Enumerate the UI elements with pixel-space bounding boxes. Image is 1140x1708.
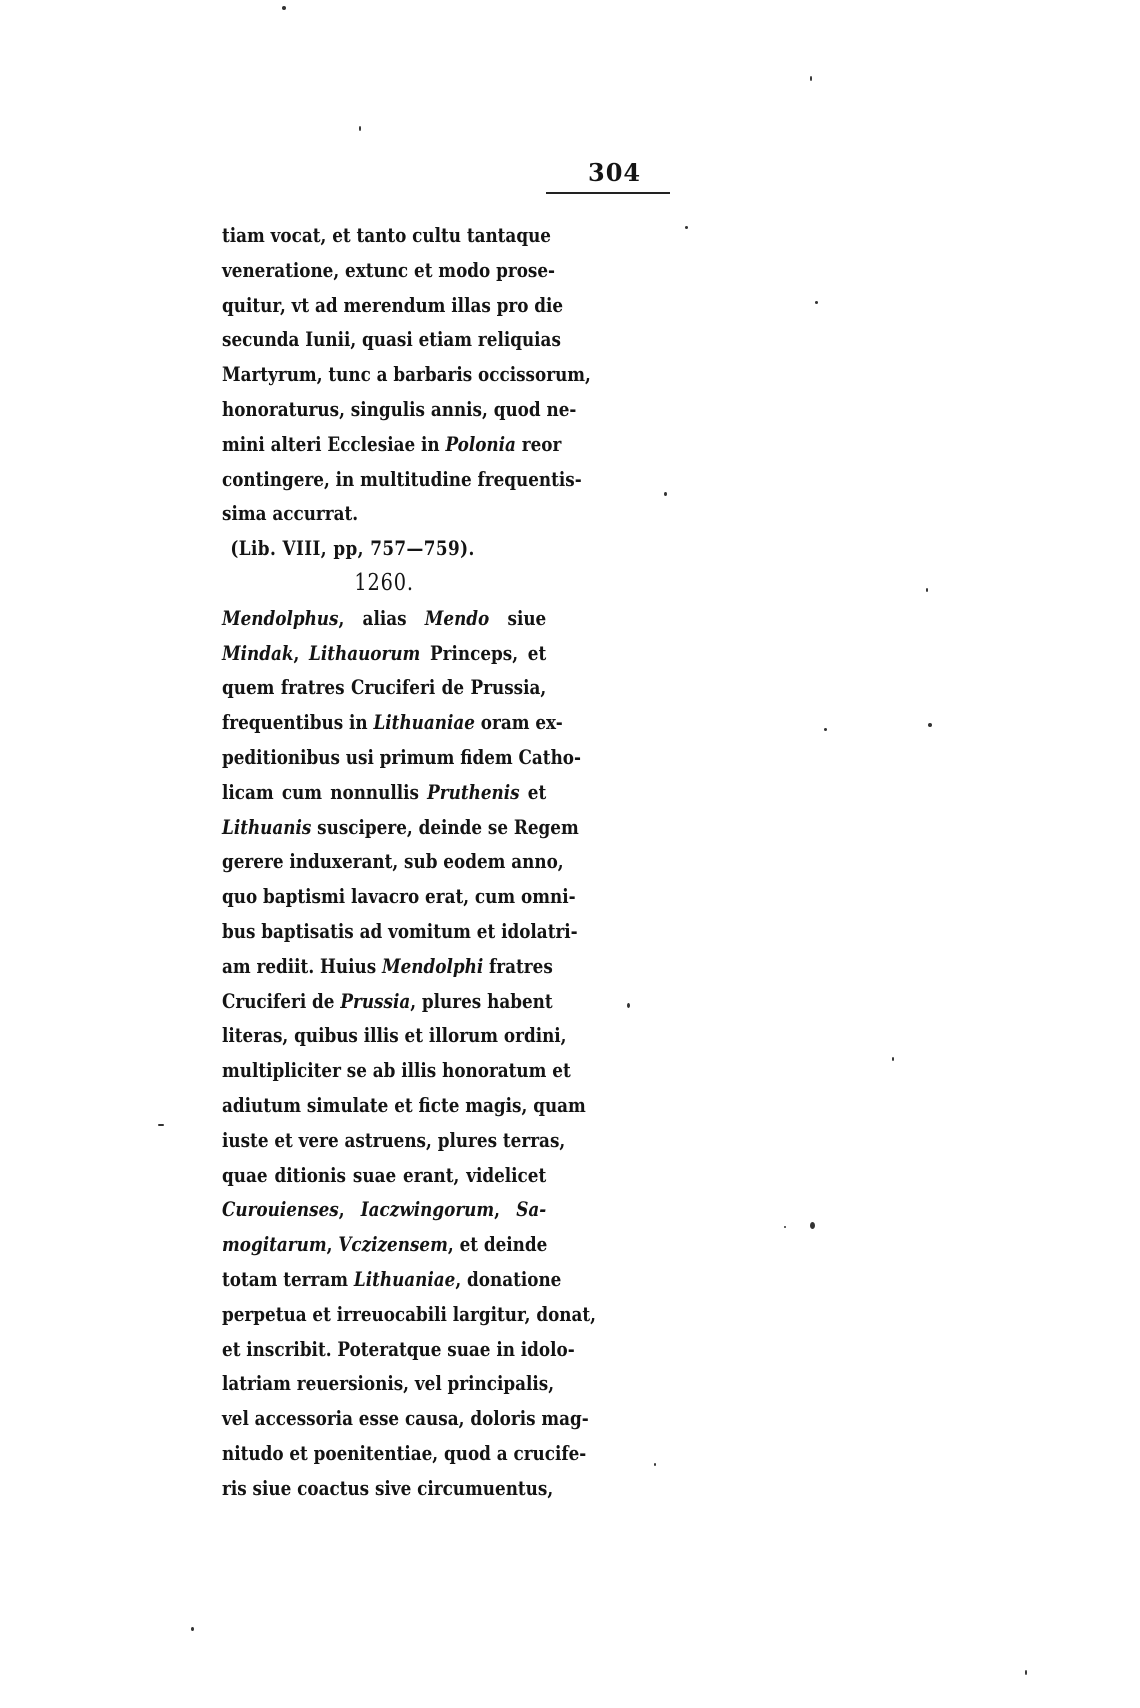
- scan-speck: [815, 301, 818, 304]
- text-line: [222, 1262, 562, 1297]
- scan-speck: [191, 1627, 194, 1631]
- text-line: [222, 1192, 546, 1227]
- source-reference: (Lib. VIII, pp, 757—759).: [230, 536, 475, 561]
- italic-name: Prussia: [340, 988, 411, 1013]
- italic-name: Vczizensem: [338, 1232, 448, 1257]
- scan-speck: [824, 728, 827, 731]
- italic-name: mogitarum: [222, 1232, 327, 1257]
- text-line: [222, 949, 553, 984]
- text-line: [222, 984, 553, 1019]
- text-run: ,: [338, 1197, 361, 1222]
- text-line: vel accessoria esse causa, doloris mag-: [222, 1406, 589, 1431]
- text-run: , et deinde: [447, 1232, 548, 1257]
- text-line: quae ditionis suae erant, videlicet: [222, 1162, 547, 1187]
- text-line: Martyrum, tunc a barbaris occissorum,: [222, 362, 591, 387]
- text-line: multipliciter se ab illis honoratum et: [222, 1058, 571, 1083]
- text-line: ris siue coactus sive circumuentus,: [222, 1475, 554, 1500]
- text-run: reor: [515, 431, 562, 456]
- italic-name: Mindak: [222, 640, 294, 665]
- text-line: gerere induxerant, sub eodem anno,: [222, 849, 564, 874]
- text-run: ,: [326, 1232, 339, 1257]
- italic-name: Mendo: [424, 605, 490, 630]
- text-line: iuste et vere astruens, plures terras,: [222, 1127, 566, 1152]
- text-run: oram ex-: [474, 710, 563, 735]
- scan-speck: [810, 76, 812, 81]
- text-line: [222, 427, 562, 462]
- text-line: honoraturus, singulis annis, quod ne-: [222, 396, 577, 421]
- text-line: contingere, in multitudine frequentis-: [222, 466, 582, 491]
- text-run: , donatione: [455, 1266, 562, 1291]
- text-run: frequentibus in: [222, 710, 374, 735]
- italic-name: Curouienses: [222, 1197, 339, 1222]
- scan-speck: [892, 1057, 894, 1061]
- text-run: ,: [293, 640, 310, 665]
- year-heading: 1260.: [354, 569, 414, 596]
- text-line: literas, quibus illis et illorum ordini,: [222, 1023, 567, 1048]
- text-line: et inscribit. Poteratque suae in idolo-: [222, 1336, 575, 1361]
- scan-speck: [685, 226, 688, 229]
- italic-name: Sa-: [516, 1197, 547, 1222]
- text-line: quitur, vt ad merendum illas pro die: [222, 292, 564, 317]
- scan-speck: [1025, 1670, 1027, 1675]
- text-run: totam terram: [222, 1266, 354, 1291]
- text-run: mini alteri Ecclesiae in: [222, 431, 446, 456]
- text-run: Cruciferi de: [222, 988, 341, 1013]
- text-run: et: [519, 779, 547, 804]
- text-line: secunda Iunii, quasi etiam reliquias: [222, 327, 561, 352]
- text-line: [222, 705, 563, 740]
- scan-speck: [784, 1226, 786, 1228]
- body-text: [222, 218, 596, 1505]
- text-run: licam cum nonnullis: [222, 779, 428, 804]
- text-line: nitudo et poenitentiae, quod a crucife-: [222, 1440, 587, 1465]
- text-line: [222, 601, 546, 636]
- scan-speck: [810, 1222, 815, 1229]
- text-line: [222, 810, 579, 845]
- text-run: , alias: [338, 605, 425, 630]
- text-line: perpetua et irreuocabili largitur, donat,: [222, 1301, 596, 1326]
- italic-name: Lithauorum: [309, 640, 421, 665]
- italic-name: Iaczwingorum: [360, 1197, 495, 1222]
- scan-speck: [928, 723, 932, 727]
- scan-speck: [282, 6, 286, 10]
- page-number: 304: [588, 158, 642, 187]
- text-run: am rediit. Huius: [222, 953, 383, 978]
- scan-speck: [664, 492, 667, 496]
- italic-name: Polonia: [445, 431, 516, 456]
- text-line: tiam vocat, et tanto cultu tantaque: [222, 223, 551, 247]
- text-run: Princeps, et: [420, 640, 547, 665]
- text-line: [222, 775, 546, 810]
- text-run: siue: [489, 605, 547, 630]
- text-line: veneratione, extunc et modo prose-: [222, 257, 556, 282]
- text-line: adiutum simulate et ficte magis, quam: [222, 1092, 586, 1117]
- scan-speck: [359, 126, 361, 131]
- text-line: peditionibus usi primum fidem Catho-: [222, 744, 581, 769]
- scan-speck: [158, 1124, 164, 1126]
- text-run: , plures habent: [410, 988, 553, 1013]
- italic-name: Mendolphi: [382, 953, 484, 978]
- italic-name: Pruthenis: [427, 779, 520, 804]
- text-line: quem fratres Cruciferi de Prussia,: [222, 675, 547, 700]
- text-run: ,: [494, 1197, 517, 1222]
- italic-name: Lithuaniae: [353, 1266, 456, 1291]
- text-line: [222, 636, 546, 671]
- text-line: quo baptismi lavacro erat, cum omni-: [222, 884, 576, 909]
- italic-name: Mendolphus: [222, 605, 339, 630]
- scan-speck: [627, 1003, 630, 1008]
- scan-speck: [926, 588, 928, 592]
- scan-speck: [654, 1463, 656, 1466]
- italic-name: Lithuaniae: [373, 710, 475, 735]
- italic-name: Lithuanis: [222, 814, 312, 839]
- text-run: suscipere, deinde se Regem: [311, 814, 579, 839]
- text-line: bus baptisatis ad vomitum et idolatri-: [222, 918, 578, 943]
- text-line: latriam reuersionis, vel principalis,: [222, 1371, 555, 1396]
- header-rule: [546, 192, 670, 194]
- text-run: fratres: [483, 953, 553, 978]
- text-line: [222, 1227, 546, 1262]
- text-line: sima accurrat.: [222, 501, 359, 526]
